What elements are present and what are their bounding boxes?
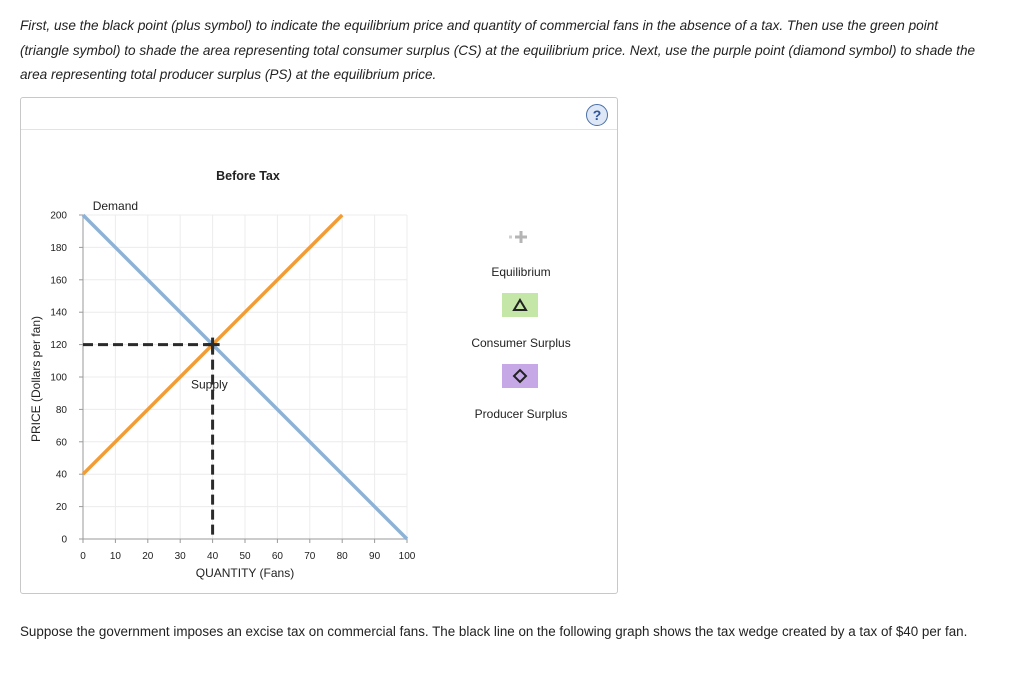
x-tick-label: 90 [369, 551, 381, 562]
x-tick-label: 0 [80, 551, 86, 562]
legend-item-producer-surplus[interactable] [475, 364, 568, 421]
instructions-text: First, use the black point (plus symbol) to indicate the equilibrium price and quantity of commercial fans in the absence of a tax. Then use the green point (triangle symbol) to shade the area representing total consumer surplus (CS) at the equilibrium price. Next, use the purple point (diamond symbol) to shade the area representing total producer surplus (PS) at the equilibrium price. [20, 18, 976, 82]
x-tick-label: 100 [398, 551, 416, 562]
legend-label-consumer-surplus: Consumer Surplus [471, 336, 571, 350]
x-axis-label: QUANTITY (Fans) [195, 566, 295, 580]
equilibrium-layer[interactable] [83, 338, 220, 539]
x-tick-label: 20 [142, 551, 154, 562]
help-icon[interactable]: ? [586, 104, 608, 126]
y-tick-label: 180 [50, 242, 67, 254]
y-axis-label: PRICE (Dollars per fan) [29, 315, 43, 443]
x-tick-label: 30 [174, 551, 186, 562]
chart-svg[interactable] [21, 98, 617, 593]
legend-item-equilibrium[interactable] [491, 231, 550, 279]
y-tick-label: 100 [50, 372, 67, 384]
y-tick-label: 40 [55, 469, 67, 481]
plus-icon[interactable] [509, 231, 527, 243]
followup-text: Suppose the government imposes an excise tax on commercial fans. The black line on the following graph shows the tax wedge created by a tax of $40 per fan. [20, 624, 968, 639]
y-tick-label: 200 [50, 210, 67, 222]
legend-label-producer-surplus: Producer Surplus [474, 407, 568, 421]
y-tick-label: 160 [50, 275, 67, 287]
chart-axes [50, 211, 415, 563]
y-tick-label: 120 [50, 340, 67, 352]
chart-title: Before Tax [216, 169, 280, 183]
y-tick-label: 80 [55, 404, 67, 416]
x-tick-label: 80 [336, 551, 348, 562]
x-tick-label: 70 [304, 551, 316, 562]
legend-label-equilibrium: Equilibrium [491, 265, 551, 279]
graph-panel [20, 97, 618, 594]
y-tick-label: 140 [50, 307, 67, 319]
y-tick-label: 20 [55, 502, 67, 514]
legend-item-consumer-surplus[interactable] [471, 293, 570, 350]
x-tick-label: 60 [271, 551, 283, 562]
y-tick-label: 0 [61, 534, 67, 546]
demand-label: Demand [92, 199, 139, 214]
x-tick-label: 10 [109, 551, 121, 562]
equilibrium-plus-h [206, 343, 220, 346]
x-tick-label: 50 [239, 551, 251, 562]
y-tick-label: 60 [55, 437, 67, 449]
supply-label: Supply [191, 377, 228, 392]
x-tick-label: 40 [207, 551, 219, 562]
